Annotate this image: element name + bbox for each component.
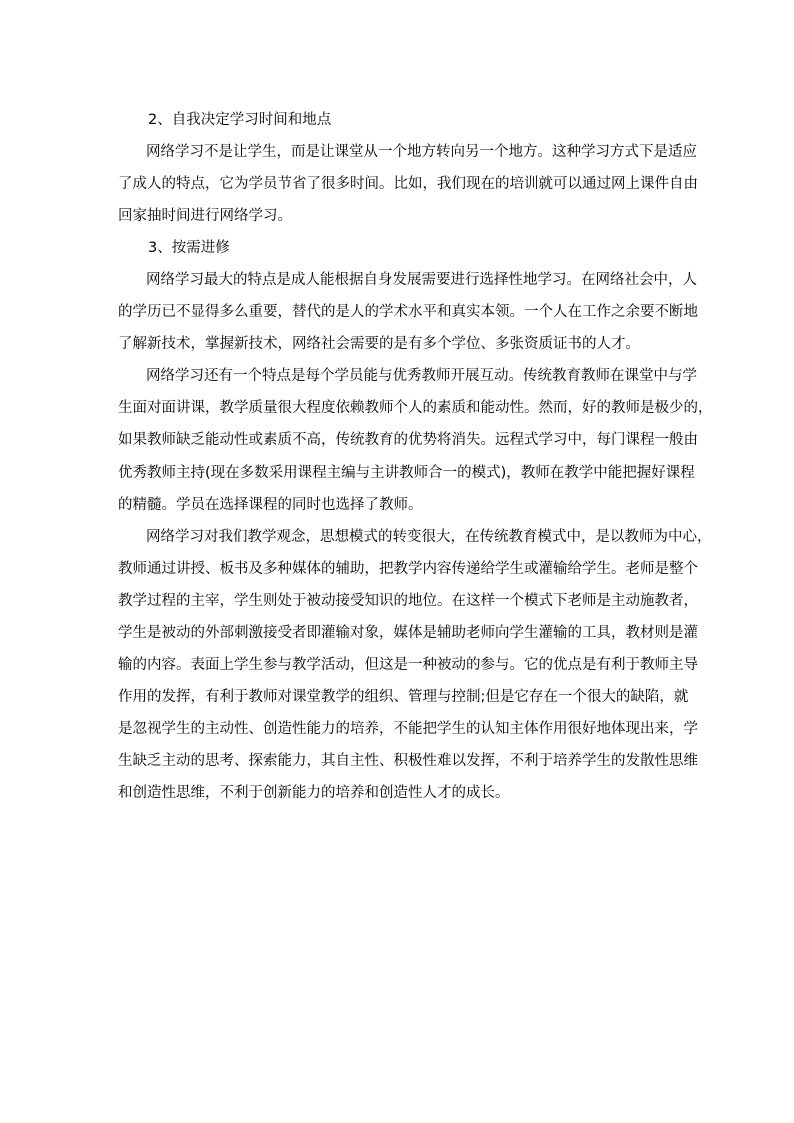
paragraph-line: 作用的发挥，有利于教师对课堂教学的组织、管理与控制;但是它存在一个很大的缺陷，就 — [118, 688, 689, 705]
paragraph-3 — [118, 360, 713, 520]
paragraph-4 — [118, 521, 712, 809]
paragraph-line: 网络学习对我们教学观念，思想模式的转变很大，在传统教育模式中，是以教师为中心， — [146, 528, 712, 545]
paragraph-line: 优秀教师主持(现在多数采用课程主编与主讲教师合一的模式)，教师在教学中能把握好课程 — [118, 464, 695, 481]
paragraph-line: 教学过程的主宰，学生则处于被动接受知识的地位。在这样一个模式下老师是主动施教者， — [118, 592, 698, 609]
paragraph-line: 网络学习最大的特点是成人能根据自身发展需要进行选择性地学习。在网络社会中，人 — [146, 272, 697, 289]
paragraph-line: 生缺乏主动的思考、探索能力，其自主性、积极性难以发挥，不利于培养学生的发散性思维 — [118, 752, 698, 769]
paragraph-line: 了成人的特点，它为学员节省了很多时间。比如，我们现在的培训就可以通过网上课件自由 — [118, 176, 698, 193]
paragraph-line: 学生是被动的外部刺激接受者即灌输对象，媒体是辅助老师向学生灌输的工具，教材则是灌 — [118, 624, 698, 641]
paragraph-line: 网络学习还有一个特点是每个学员能与优秀教师开展互动。传统教育教师在课堂中与学 — [146, 368, 697, 385]
paragraph-line: 输的内容。表面上学生参与教学活动，但这是一种被动的参与。它的优点是有利于教师主导 — [118, 656, 698, 673]
paragraph-line: 的学历已不显得多么重要，替代的是人的学术水平和真实本领。一个人在工作之余要不断地 — [118, 304, 698, 321]
paragraph-line: 如果教师缺乏能动性或素质不高，传统教育的优势将消失。远程式学习中，每门课程一般由 — [118, 432, 698, 449]
paragraph-line: 生面对面讲课，教学质量很大程度依赖教师个人的素质和能动性。然而，好的教师是极少的， — [118, 400, 713, 417]
paragraph-line: 回家抽时间进行网络学习。 — [118, 208, 292, 225]
paragraph-line: 了解新技术，掌握新技术，网络社会需要的是有多个学位、多张资质证书的人才。 — [118, 336, 640, 353]
section-heading-3: 3、按需进修 — [148, 240, 230, 257]
document-page — [118, 104, 713, 809]
paragraph-line: 网络学习不是让学生，而是让课堂从一个地方转向另一个地方。这种学习方式下是适应 — [146, 144, 697, 161]
paragraph-1 — [118, 136, 698, 232]
section-heading-2: 2、自我决定学习时间和地点 — [148, 112, 332, 128]
paragraph-line: 教师通过讲授、板书及多种媒体的辅助，把教学内容传递给学生或灌输给学生。老师是整个 — [118, 560, 698, 577]
paragraph-line: 和创造性思维，不利于创新能力的培养和创造性人才的成长。 — [118, 784, 510, 801]
paragraph-2 — [118, 264, 698, 360]
paragraph-line: 的精髓。学员在选择课程的同时也选择了教师。 — [118, 496, 423, 513]
paragraph-line: 是忽视学生的主动性、创造性能力的培养，不能把学生的认知主体作用很好地体现出来，学 — [118, 720, 698, 737]
